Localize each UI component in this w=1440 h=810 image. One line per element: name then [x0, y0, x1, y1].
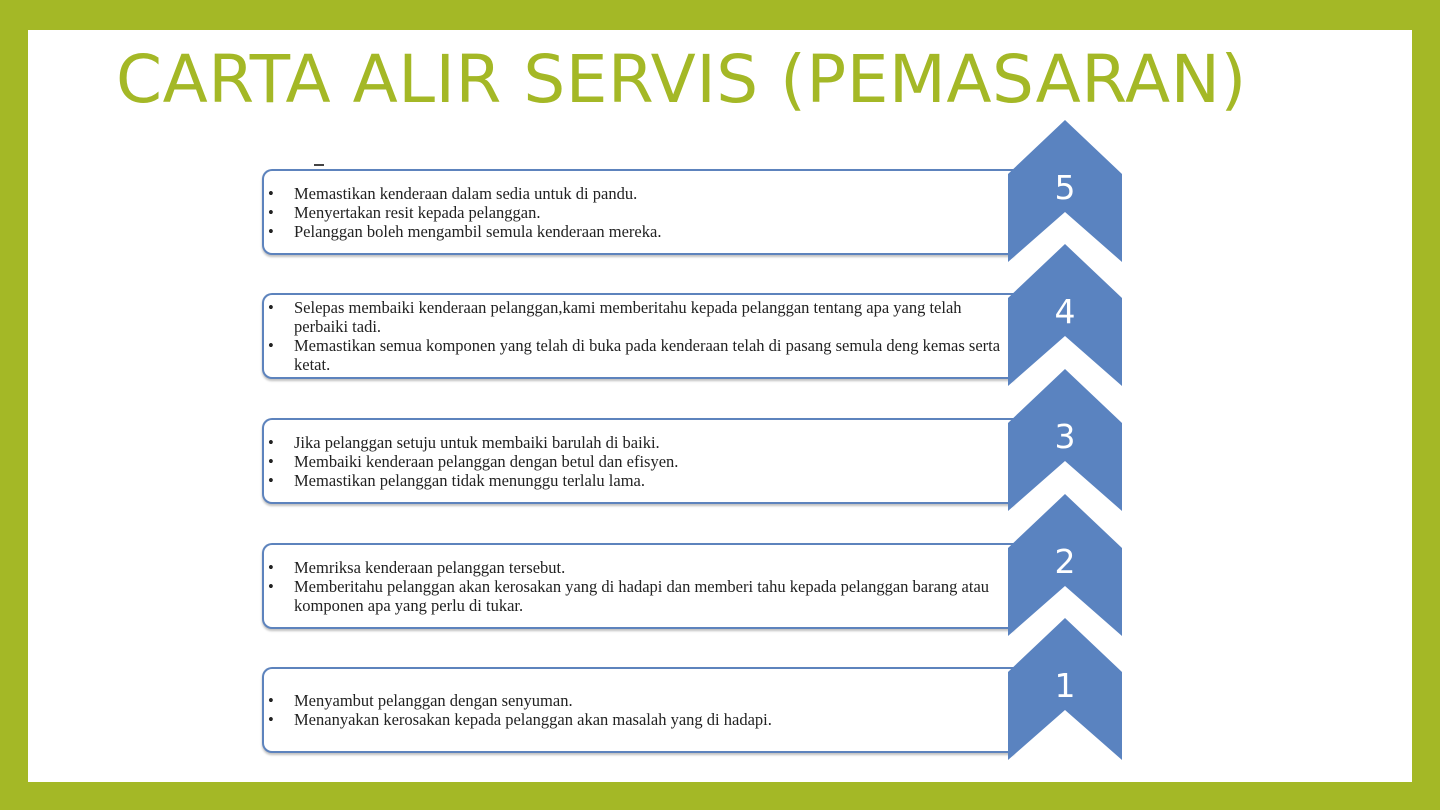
step-bullet: • Pelanggan boleh mengambil semula kenderaan mereka.	[294, 222, 661, 241]
step-bullet: • Membaiki kenderaan pelanggan dengan betul dan efisyen.	[294, 452, 678, 471]
step-box-3	[262, 418, 1014, 504]
step-number: 2	[1054, 542, 1076, 581]
step-box-2	[262, 543, 1014, 629]
step-bullet: • Menyertakan resit kepada pelanggan.	[294, 203, 661, 222]
step-number: 1	[1054, 666, 1076, 705]
step-box-5	[262, 169, 1014, 255]
step-bullet: • Memastikan pelanggan tidak menunggu terlalu lama.	[294, 471, 678, 490]
step-bullet: • Selepas membaiki kenderaan pelanggan,kami memberitahu kepada pelanggan tentang apa yang telah perbaiki tadi.	[294, 298, 1014, 336]
slide-title: CARTA ALIR SERVIS (PEMASARAN)	[116, 41, 1247, 118]
step-box-1	[262, 667, 1014, 753]
step-bullet-list	[264, 184, 661, 241]
flowchart	[28, 30, 1412, 782]
step-box-4	[262, 293, 1014, 379]
step-bullet: • Memriksa kenderaan pelanggan tersebut.	[294, 558, 1014, 577]
step-number: 4	[1054, 292, 1076, 331]
step-bullet: • Jika pelanggan setuju untuk membaiki barulah di baiki.	[294, 433, 678, 452]
step-number: 3	[1054, 417, 1076, 456]
step-bullet: • Memastikan kenderaan dalam sedia untuk di pandu.	[294, 184, 661, 203]
step-bullet-list	[264, 558, 1014, 615]
step-bullet: • Memberitahu pelanggan akan kerosakan yang di hadapi dan memberi tahu kepada pelanggan barang atau komponen apa yang perlu di tukar.	[294, 577, 1014, 615]
step-bullet-list	[264, 298, 1014, 374]
step-bullet: • Menanyakan kerosakan kepada pelanggan akan masalah yang di hadapi.	[294, 710, 772, 729]
step-number: 5	[1054, 168, 1076, 207]
step-bullet-list	[264, 691, 772, 729]
stray-mark	[314, 158, 324, 166]
step-bullet: • Menyambut pelanggan dengan senyuman.	[294, 691, 772, 710]
step-bullet: • Memastikan semua komponen yang telah di buka pada kenderaan telah di pasang semula deng kemas serta ketat.	[294, 336, 1014, 374]
step-bullet-list	[264, 433, 678, 490]
slide	[28, 30, 1412, 782]
